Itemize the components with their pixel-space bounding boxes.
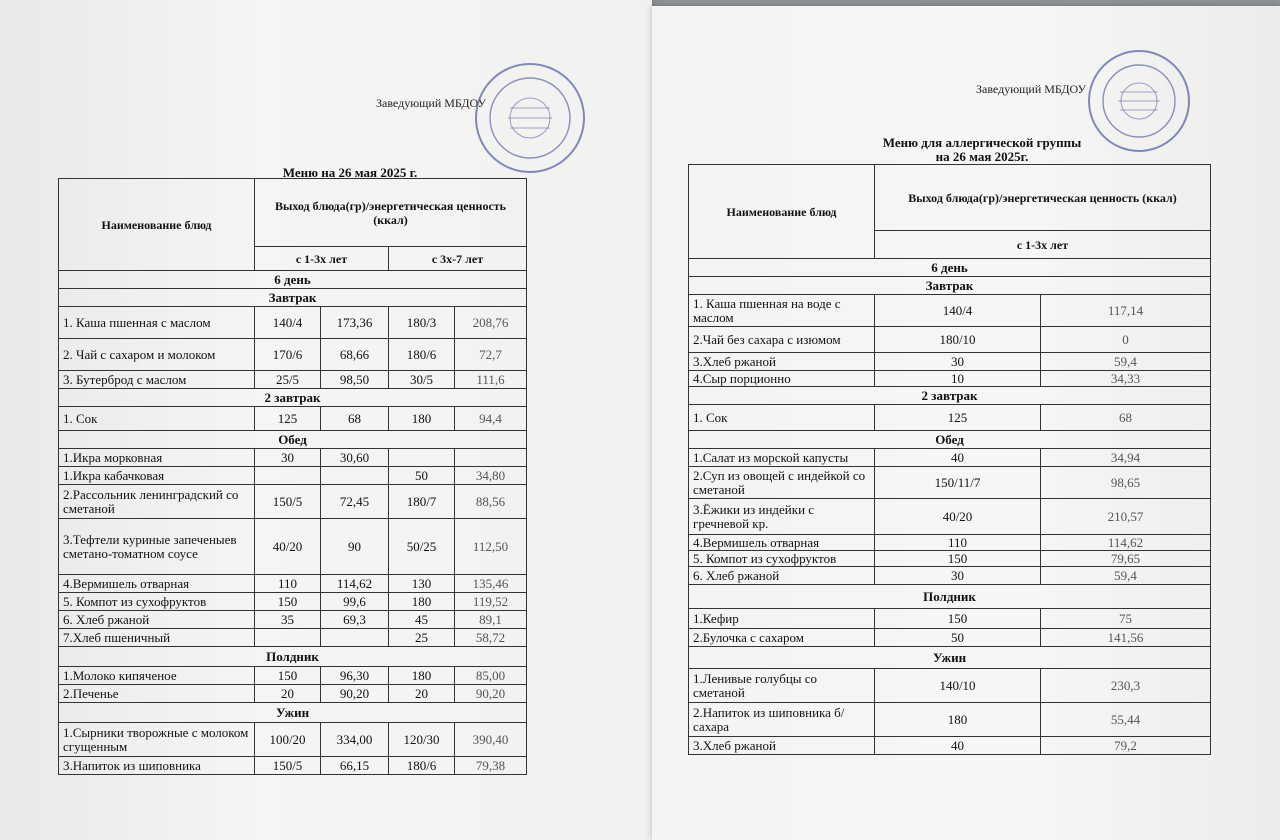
- table-row: [59, 611, 527, 629]
- portion-1-3: 170/6: [255, 339, 321, 371]
- portion-3-7: 20: [389, 685, 455, 703]
- portion-3-7: 25: [389, 629, 455, 647]
- energy-1-3: [321, 467, 389, 485]
- energy-1-3: 90: [321, 519, 389, 575]
- portion-1-3: 35: [255, 611, 321, 629]
- portion-1-3: 30: [875, 567, 1041, 585]
- table-row: [689, 535, 1211, 551]
- energy-1-3: 230,3: [1041, 669, 1211, 703]
- energy-3-7: 90,20: [455, 685, 527, 703]
- dish-name: 4.Вермишель отварная: [59, 575, 255, 593]
- dish-name-header: Наименование блюд: [689, 165, 875, 259]
- table-row: [689, 295, 1211, 327]
- energy-1-3: 334,00: [321, 723, 389, 757]
- energy-3-7: 390,40: [455, 723, 527, 757]
- portion-1-3: 20: [255, 685, 321, 703]
- energy-3-7: 89,1: [455, 611, 527, 629]
- portion-1-3: 40: [875, 737, 1041, 755]
- table-row: [59, 339, 527, 371]
- section-breakfast: Завтрак: [689, 277, 1211, 295]
- section-breakfast-2: 2 завтрак: [689, 387, 1211, 405]
- table-row: [689, 353, 1211, 371]
- approval-note-right: Заведующий МБДОУ: [976, 82, 1087, 96]
- portion-1-3: 10: [875, 371, 1041, 387]
- table-row: [689, 551, 1211, 567]
- table-row: [689, 371, 1211, 387]
- allergy-menu-title-line1: Меню для аллергической группы: [882, 135, 1082, 150]
- portion-3-7: [389, 449, 455, 467]
- day-label: 6 день: [59, 271, 527, 289]
- age-3-7-header: с 3х-7 лет: [389, 247, 527, 271]
- portion-3-7: 50: [389, 467, 455, 485]
- dish-name: 1.Кефир: [689, 609, 875, 629]
- official-stamp-left: [470, 58, 590, 178]
- energy-1-3: 59,4: [1041, 353, 1211, 371]
- table-row: [689, 609, 1211, 629]
- energy-1-3: 114,62: [321, 575, 389, 593]
- table-row: [689, 467, 1211, 499]
- dish-name: 1. Каша пшенная с маслом: [59, 307, 255, 339]
- output-header: Выход блюда(гр)/энергетическая ценность (ккал): [255, 179, 527, 247]
- energy-3-7: 58,72: [455, 629, 527, 647]
- dish-name: 1.Молоко кипяченое: [59, 667, 255, 685]
- energy-1-3: 173,36: [321, 307, 389, 339]
- table-row: [59, 629, 527, 647]
- section-snack: Полдник: [689, 585, 1211, 609]
- table-row: [59, 667, 527, 685]
- table-row: [59, 685, 527, 703]
- dish-name: 1.Сырники творожные с молоком сгущенным: [59, 723, 255, 757]
- energy-1-3: 0: [1041, 327, 1211, 353]
- portion-1-3: 180: [875, 703, 1041, 737]
- portion-1-3: 100/20: [255, 723, 321, 757]
- table-row: [59, 757, 527, 775]
- portion-1-3: 140/4: [255, 307, 321, 339]
- energy-1-3: 72,45: [321, 485, 389, 519]
- dish-name: 2.Рассольник ленинградский со сметаной: [59, 485, 255, 519]
- energy-1-3: 68: [1041, 405, 1211, 431]
- energy-1-3: 210,57: [1041, 499, 1211, 535]
- day-label: 6 день: [689, 259, 1211, 277]
- portion-1-3: [255, 629, 321, 647]
- portion-1-3: 125: [875, 405, 1041, 431]
- dish-name: 5. Компот из сухофруктов: [689, 551, 875, 567]
- table-row: [689, 737, 1211, 755]
- table-row: [59, 467, 527, 485]
- energy-1-3: 30,60: [321, 449, 389, 467]
- energy-1-3: 114,62: [1041, 535, 1211, 551]
- portion-3-7: 180/6: [389, 339, 455, 371]
- portion-3-7: 130: [389, 575, 455, 593]
- dish-name-header: Наименование блюд: [59, 179, 255, 271]
- dish-name: 1.Салат из морской капусты: [689, 449, 875, 467]
- dish-name: 3. Бутерброд с маслом: [59, 371, 255, 389]
- dish-name: 3.Тефтели куриные запеченыев сметано-томатном соусе: [59, 519, 255, 575]
- portion-1-3: 180/10: [875, 327, 1041, 353]
- table-row: [59, 519, 527, 575]
- dish-name: 4.Вермишель отварная: [689, 535, 875, 551]
- approval-note-left: Заведующий МБДОУ: [376, 96, 487, 110]
- portion-1-3: 150: [875, 609, 1041, 629]
- portion-1-3: 150: [875, 551, 1041, 567]
- portion-1-3: 40/20: [255, 519, 321, 575]
- allergy-menu-table: [688, 164, 1211, 755]
- table-row: [689, 327, 1211, 353]
- dish-name: 1.Ленивые голубцы со сметаной: [689, 669, 875, 703]
- dish-name: 3.Хлеб ржаной: [689, 737, 875, 755]
- energy-3-7: 79,38: [455, 757, 527, 775]
- table-row: [59, 593, 527, 611]
- dish-name: 1.Икра кабачковая: [59, 467, 255, 485]
- portion-3-7: 180/7: [389, 485, 455, 519]
- portion-1-3: 40/20: [875, 499, 1041, 535]
- dish-name: 3.Напиток из шиповника: [59, 757, 255, 775]
- portion-1-3: [255, 467, 321, 485]
- dish-name: 3.Хлеб ржаной: [689, 353, 875, 371]
- energy-1-3: 117,14: [1041, 295, 1211, 327]
- energy-1-3: 98,50: [321, 371, 389, 389]
- dish-name: 2. Чай с сахаром и молоком: [59, 339, 255, 371]
- portion-1-3: 150: [255, 667, 321, 685]
- table-row: [689, 449, 1211, 467]
- dish-name: 4.Сыр порционно: [689, 371, 875, 387]
- section-lunch: Обед: [59, 431, 527, 449]
- energy-1-3: [321, 629, 389, 647]
- table-row: [689, 567, 1211, 585]
- portion-1-3: 30: [255, 449, 321, 467]
- portion-3-7: 180/3: [389, 307, 455, 339]
- energy-3-7: 94,4: [455, 407, 527, 431]
- portion-1-3: 110: [875, 535, 1041, 551]
- age-1-3-header: с 1-3х лет: [255, 247, 389, 271]
- allergy-menu-title-line2: на 26 мая 2025г.: [935, 149, 1029, 164]
- dish-name: 1.Икра морковная: [59, 449, 255, 467]
- table-row: [59, 723, 527, 757]
- portion-3-7: 120/30: [389, 723, 455, 757]
- energy-1-3: 55,44: [1041, 703, 1211, 737]
- section-lunch: Обед: [689, 431, 1211, 449]
- section-breakfast-2: 2 завтрак: [59, 389, 527, 407]
- table-row: [59, 371, 527, 389]
- table-row: [689, 405, 1211, 431]
- energy-3-7: [455, 449, 527, 467]
- section-snack: Полдник: [59, 647, 527, 667]
- allergy-menu-sheet: [652, 6, 1280, 840]
- table-row: [59, 307, 527, 339]
- portion-1-3: 150: [255, 593, 321, 611]
- portion-1-3: 25/5: [255, 371, 321, 389]
- portion-3-7: 180: [389, 593, 455, 611]
- portion-3-7: 45: [389, 611, 455, 629]
- energy-3-7: 72,7: [455, 339, 527, 371]
- energy-3-7: 112,50: [455, 519, 527, 575]
- energy-3-7: 85,00: [455, 667, 527, 685]
- energy-1-3: 79,65: [1041, 551, 1211, 567]
- portion-3-7: 180/6: [389, 757, 455, 775]
- table-row: [689, 629, 1211, 647]
- dish-name: 2.Печенье: [59, 685, 255, 703]
- portion-1-3: 150/5: [255, 485, 321, 519]
- energy-1-3: 34,94: [1041, 449, 1211, 467]
- portion-3-7: 30/5: [389, 371, 455, 389]
- dish-name: 2.Напиток из шиповника б/сахара: [689, 703, 875, 737]
- left-menu-title: Меню на 26 мая 2025 г.: [282, 165, 418, 180]
- portion-3-7: 50/25: [389, 519, 455, 575]
- energy-1-3: 99,6: [321, 593, 389, 611]
- table-row: [59, 449, 527, 467]
- energy-1-3: 66,15: [321, 757, 389, 775]
- energy-3-7: 119,52: [455, 593, 527, 611]
- dish-name: 6. Хлеб ржаной: [689, 567, 875, 585]
- energy-3-7: 208,76: [455, 307, 527, 339]
- portion-3-7: 180: [389, 407, 455, 431]
- energy-1-3: 98,65: [1041, 467, 1211, 499]
- table-row: [59, 485, 527, 519]
- table-row: [59, 407, 527, 431]
- section-dinner: Ужин: [59, 703, 527, 723]
- energy-3-7: 135,46: [455, 575, 527, 593]
- energy-1-3: 69,3: [321, 611, 389, 629]
- dish-name: 1. Сок: [59, 407, 255, 431]
- portion-1-3: 40: [875, 449, 1041, 467]
- portion-1-3: 125: [255, 407, 321, 431]
- energy-1-3: 34,33: [1041, 371, 1211, 387]
- energy-3-7: 34,80: [455, 467, 527, 485]
- section-breakfast: Завтрак: [59, 289, 527, 307]
- dish-name: 5. Компот из сухофруктов: [59, 593, 255, 611]
- output-header: Выход блюда(гр)/энергетическая ценность (ккал): [875, 165, 1211, 231]
- dish-name: 7.Хлеб пшеничный: [59, 629, 255, 647]
- dish-name: 3.Ёжики из индейки с гречневой кр.: [689, 499, 875, 535]
- dish-name: 6. Хлеб ржаной: [59, 611, 255, 629]
- energy-1-3: 141,56: [1041, 629, 1211, 647]
- dish-name: 2.Суп из овощей с индейкой со сметаной: [689, 467, 875, 499]
- dish-name: 1. Сок: [689, 405, 875, 431]
- table-row: [689, 669, 1211, 703]
- table-row: [59, 575, 527, 593]
- dish-name: 2.Булочка с сахаром: [689, 629, 875, 647]
- energy-1-3: 68: [321, 407, 389, 431]
- energy-1-3: 59,4: [1041, 567, 1211, 585]
- energy-3-7: 111,6: [455, 371, 527, 389]
- dish-name: 2.Чай без сахара с изюмом: [689, 327, 875, 353]
- portion-1-3: 110: [255, 575, 321, 593]
- table-row: [689, 499, 1211, 535]
- table-row: [689, 703, 1211, 737]
- portion-1-3: 150/11/7: [875, 467, 1041, 499]
- section-dinner: Ужин: [689, 647, 1211, 669]
- age-1-3-header: с 1-3х лет: [875, 231, 1211, 259]
- left-menu-table: [58, 178, 527, 775]
- portion-3-7: 180: [389, 667, 455, 685]
- energy-1-3: 96,30: [321, 667, 389, 685]
- energy-3-7: 88,56: [455, 485, 527, 519]
- dish-name: 1. Каша пшенная на воде с маслом: [689, 295, 875, 327]
- energy-1-3: 68,66: [321, 339, 389, 371]
- energy-1-3: 79,2: [1041, 737, 1211, 755]
- portion-1-3: 50: [875, 629, 1041, 647]
- energy-1-3: 75: [1041, 609, 1211, 629]
- energy-1-3: 90,20: [321, 685, 389, 703]
- portion-1-3: 30: [875, 353, 1041, 371]
- portion-1-3: 150/5: [255, 757, 321, 775]
- allergy-menu-title: [832, 136, 1132, 164]
- portion-1-3: 140/10: [875, 669, 1041, 703]
- portion-1-3: 140/4: [875, 295, 1041, 327]
